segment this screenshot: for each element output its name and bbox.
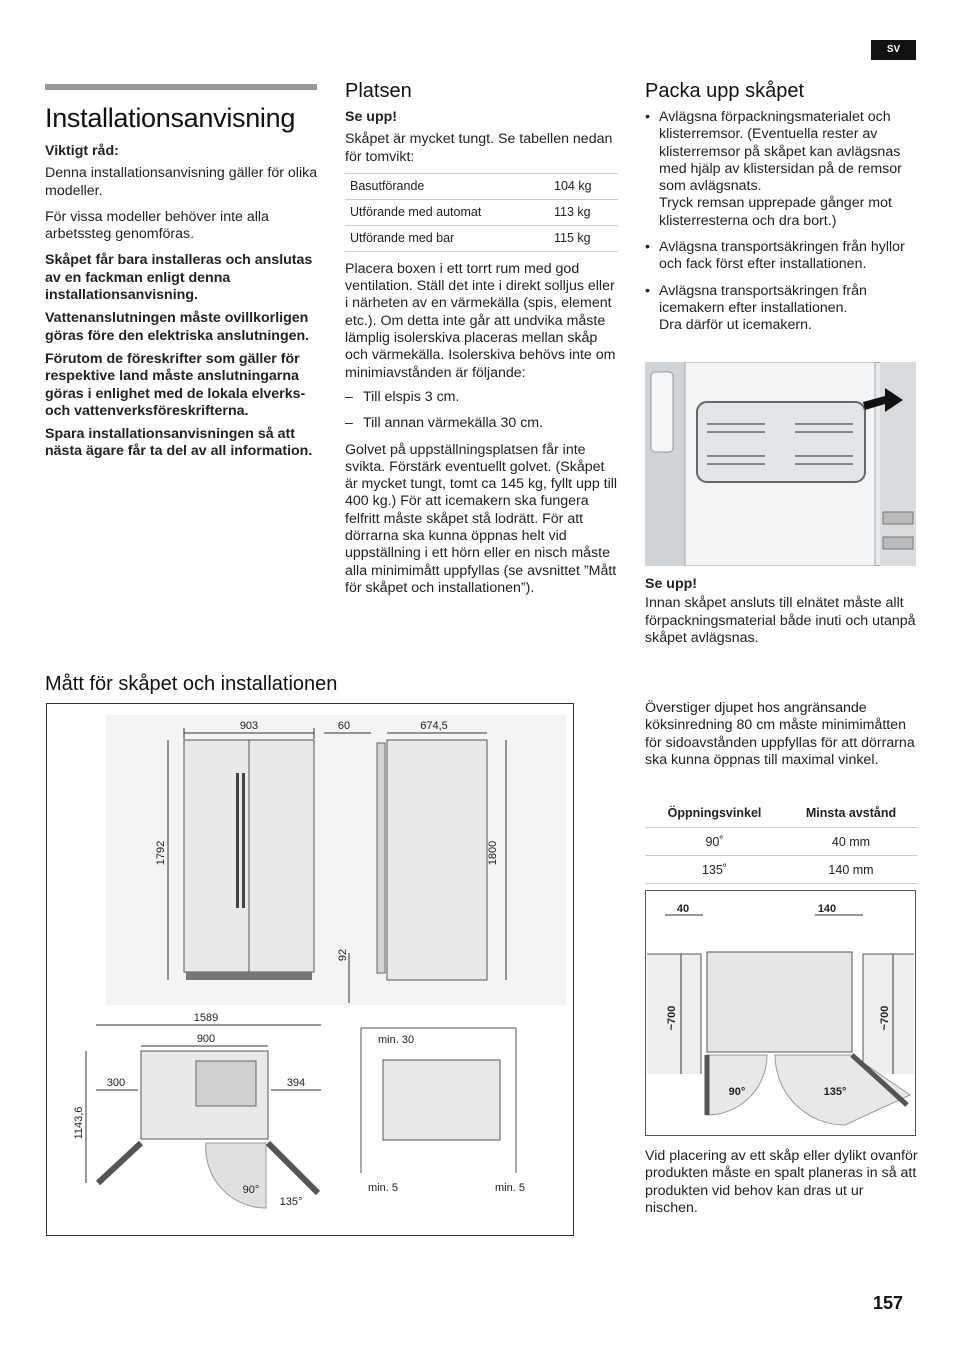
unpack-item-1: • Avlägsna förpackningsmaterialet och klisterremsor. (Eventuella rester av klisterremsor på skåpet kan avlägsnas med hjälp av klistersidan på de remsor som avlägsnats. Tryck remsan upprepade gånger mot klisterresterna och dra bort.) (645, 109, 920, 230)
warning-paragraph-3: Förutom de föreskrifter som gäller för respektive land måste anslutningarna göras i enlighet med de lokala elverks- och vattenverksföreskrifterna. (45, 350, 306, 419)
overhead-gap-text (645, 1148, 920, 1217)
door-clearance-diagram (645, 890, 916, 1136)
diag-right-depth-label: ~700 (879, 1005, 891, 1031)
clearance-row (645, 828, 918, 856)
overhead-gap-paragraph: Vid placering av ett skåp eller dylikt ovanför produkten måste en spalt planeras in så att produkten vid behov kan dras ut ur nischen. (645, 1148, 918, 1216)
distance-item-heat-source: – Till annan värmekälla 30 cm. (345, 415, 620, 432)
weight-row (345, 225, 618, 251)
warning-paragraph-4: Spara installationsanvisningen så att nästa ägare får ta del av all information. (45, 426, 313, 460)
weight-model: Utförande med bar (345, 225, 544, 251)
front-width-label: 903 (239, 720, 259, 732)
warning-paragraph-2: Vattenanslutningen måste ovillkorligen göras före den elektriska anslutningen. (45, 310, 310, 344)
dimensions-section-title: Mått för skåpet och installationen (45, 673, 338, 695)
niche-left-label: min. 5 (368, 1182, 398, 1194)
page-number: 157 (873, 1293, 904, 1313)
unpack-item-2: • Avlägsna transportsäkringen från hyllor och fack först efter installationen. (645, 239, 920, 274)
distance-item-stove: – Till elspis 3 cm. (345, 389, 620, 406)
weight-value: 104 kg (544, 173, 618, 199)
top-depth-label: 1143,6 (73, 1106, 85, 1140)
clearance-row (645, 856, 918, 884)
clearance-angle: 135˚ (645, 856, 784, 884)
weight-intro: Skåpet är mycket tungt. Se tabellen nedan för tomvikt: (345, 131, 613, 165)
clearance-distance: 40 mm (784, 828, 918, 856)
caution-label: Se upp! (345, 109, 398, 125)
packaging-warning: Innan skåpet ansluts till elnätet måste allt förpackningsmaterial både inuti och utanpå skåpet avlägsnas. (645, 595, 916, 646)
header-distance: Minsta avstånd (784, 798, 918, 828)
weight-model: Utförande med automat (345, 199, 544, 225)
niche-top-label: min. 30 (378, 1034, 415, 1046)
clearance-angle: 90˚ (645, 828, 784, 856)
title-rule (45, 84, 317, 90)
intro-paragraph-1: Denna installationsanvisning gäller för olika modeller. (45, 165, 318, 199)
section-title-unpack: Packa upp skåpet (645, 80, 804, 102)
top-angle-90-label: 90° (242, 1184, 260, 1196)
top-total-label: 1589 (193, 1012, 219, 1024)
weight-row (345, 199, 618, 225)
diag-angle-90-label: 90° (728, 1086, 746, 1098)
weight-value: 115 kg (544, 225, 618, 251)
warning-paragraph-1: Skåpet får bara installeras och anslutas av en fackman enligt denna installationsanvisning. (45, 252, 313, 304)
clearance-distance: 140 mm (784, 856, 918, 884)
door-clearance-table (645, 798, 918, 884)
unpack-item-3: • Avlägsna transportsäkringen från icemakern efter installationen. Dra därför ut icemakern. (645, 283, 920, 335)
floor-paragraph: Golvet på uppställningsplatsen får inte svikta. Förstärk eventuellt golvet. (Skåpet är mycket tungt, tomt ca 145 kg, fyllt upp till 400 kg.) För att icemakern ska fungera felfritt måste skåpet stå lodrätt. För att dörrarna ska kunna öppnas helt vid uppställning i ett hörn eller en nisch måste alla minimimått uppfyllas (se avsnittet ”Mått för skåpet och installationen”). (345, 441, 618, 596)
side-height-label: 1800 (487, 840, 499, 866)
dimensions-diagram (46, 703, 574, 1236)
top-right-label: 394 (286, 1077, 306, 1089)
important-heading: Viktigt råd: (45, 143, 119, 159)
side-depth-label: 674,5 (420, 720, 448, 732)
diag-left-gap-label: 40 (676, 903, 690, 915)
distance-list (345, 389, 620, 433)
door-clearance-paragraph: Överstiger djupet hos angränsande köksinredning 80 cm måste minimimåtten för sidoavstånden uppfyllas för att dörrarna ska kunna öppnas till maximal vinkel. (645, 700, 915, 768)
column-intro (45, 103, 320, 461)
unpack-caution (645, 576, 920, 647)
side-gap-label: 60 (337, 720, 351, 732)
top-angle-135-label: 135° (279, 1196, 303, 1208)
column-unpack (645, 80, 920, 344)
column-location (345, 80, 620, 597)
top-left-label: 300 (106, 1077, 126, 1089)
weight-row (345, 173, 618, 199)
page-title: Installationsanvisning (45, 103, 296, 133)
placement-paragraph: Placera boxen i ett torrt rum med god ventilation. Ställ det inte i direkt solljus eller i närheten av en värmekälla (spis, element etc.). Om detta inte går att undvika måste lämplig isolerskiva placeras mellan skåp och värmekälla. Isolerskiva behövs inte om minimiavstånden är följande: (345, 260, 616, 381)
icemaker-photo (645, 362, 916, 566)
weight-model: Basutförande (345, 173, 544, 199)
top-body-label: 900 (196, 1033, 216, 1045)
header-angle: Öppningsvinkel (645, 798, 784, 828)
weight-table (345, 173, 618, 252)
weight-value: 113 kg (544, 199, 618, 225)
section-title-location: Platsen (345, 80, 412, 102)
language-badge: SV (871, 40, 916, 60)
diag-angle-135-label: 135° (823, 1086, 847, 1098)
door-clearance-text (645, 700, 920, 769)
intro-paragraph-2: För vissa modeller behöver inte alla arbetssteg genomföras. (45, 208, 269, 243)
front-base-label: 92 (337, 948, 349, 962)
unpack-list (645, 109, 920, 335)
caution-label-2: Se upp! (645, 576, 698, 592)
diag-right-gap-label: 140 (817, 903, 837, 915)
diag-left-depth-label: ~700 (666, 1005, 678, 1031)
niche-right-label: min. 5 (495, 1182, 525, 1194)
front-height-label: 1792 (155, 840, 167, 866)
